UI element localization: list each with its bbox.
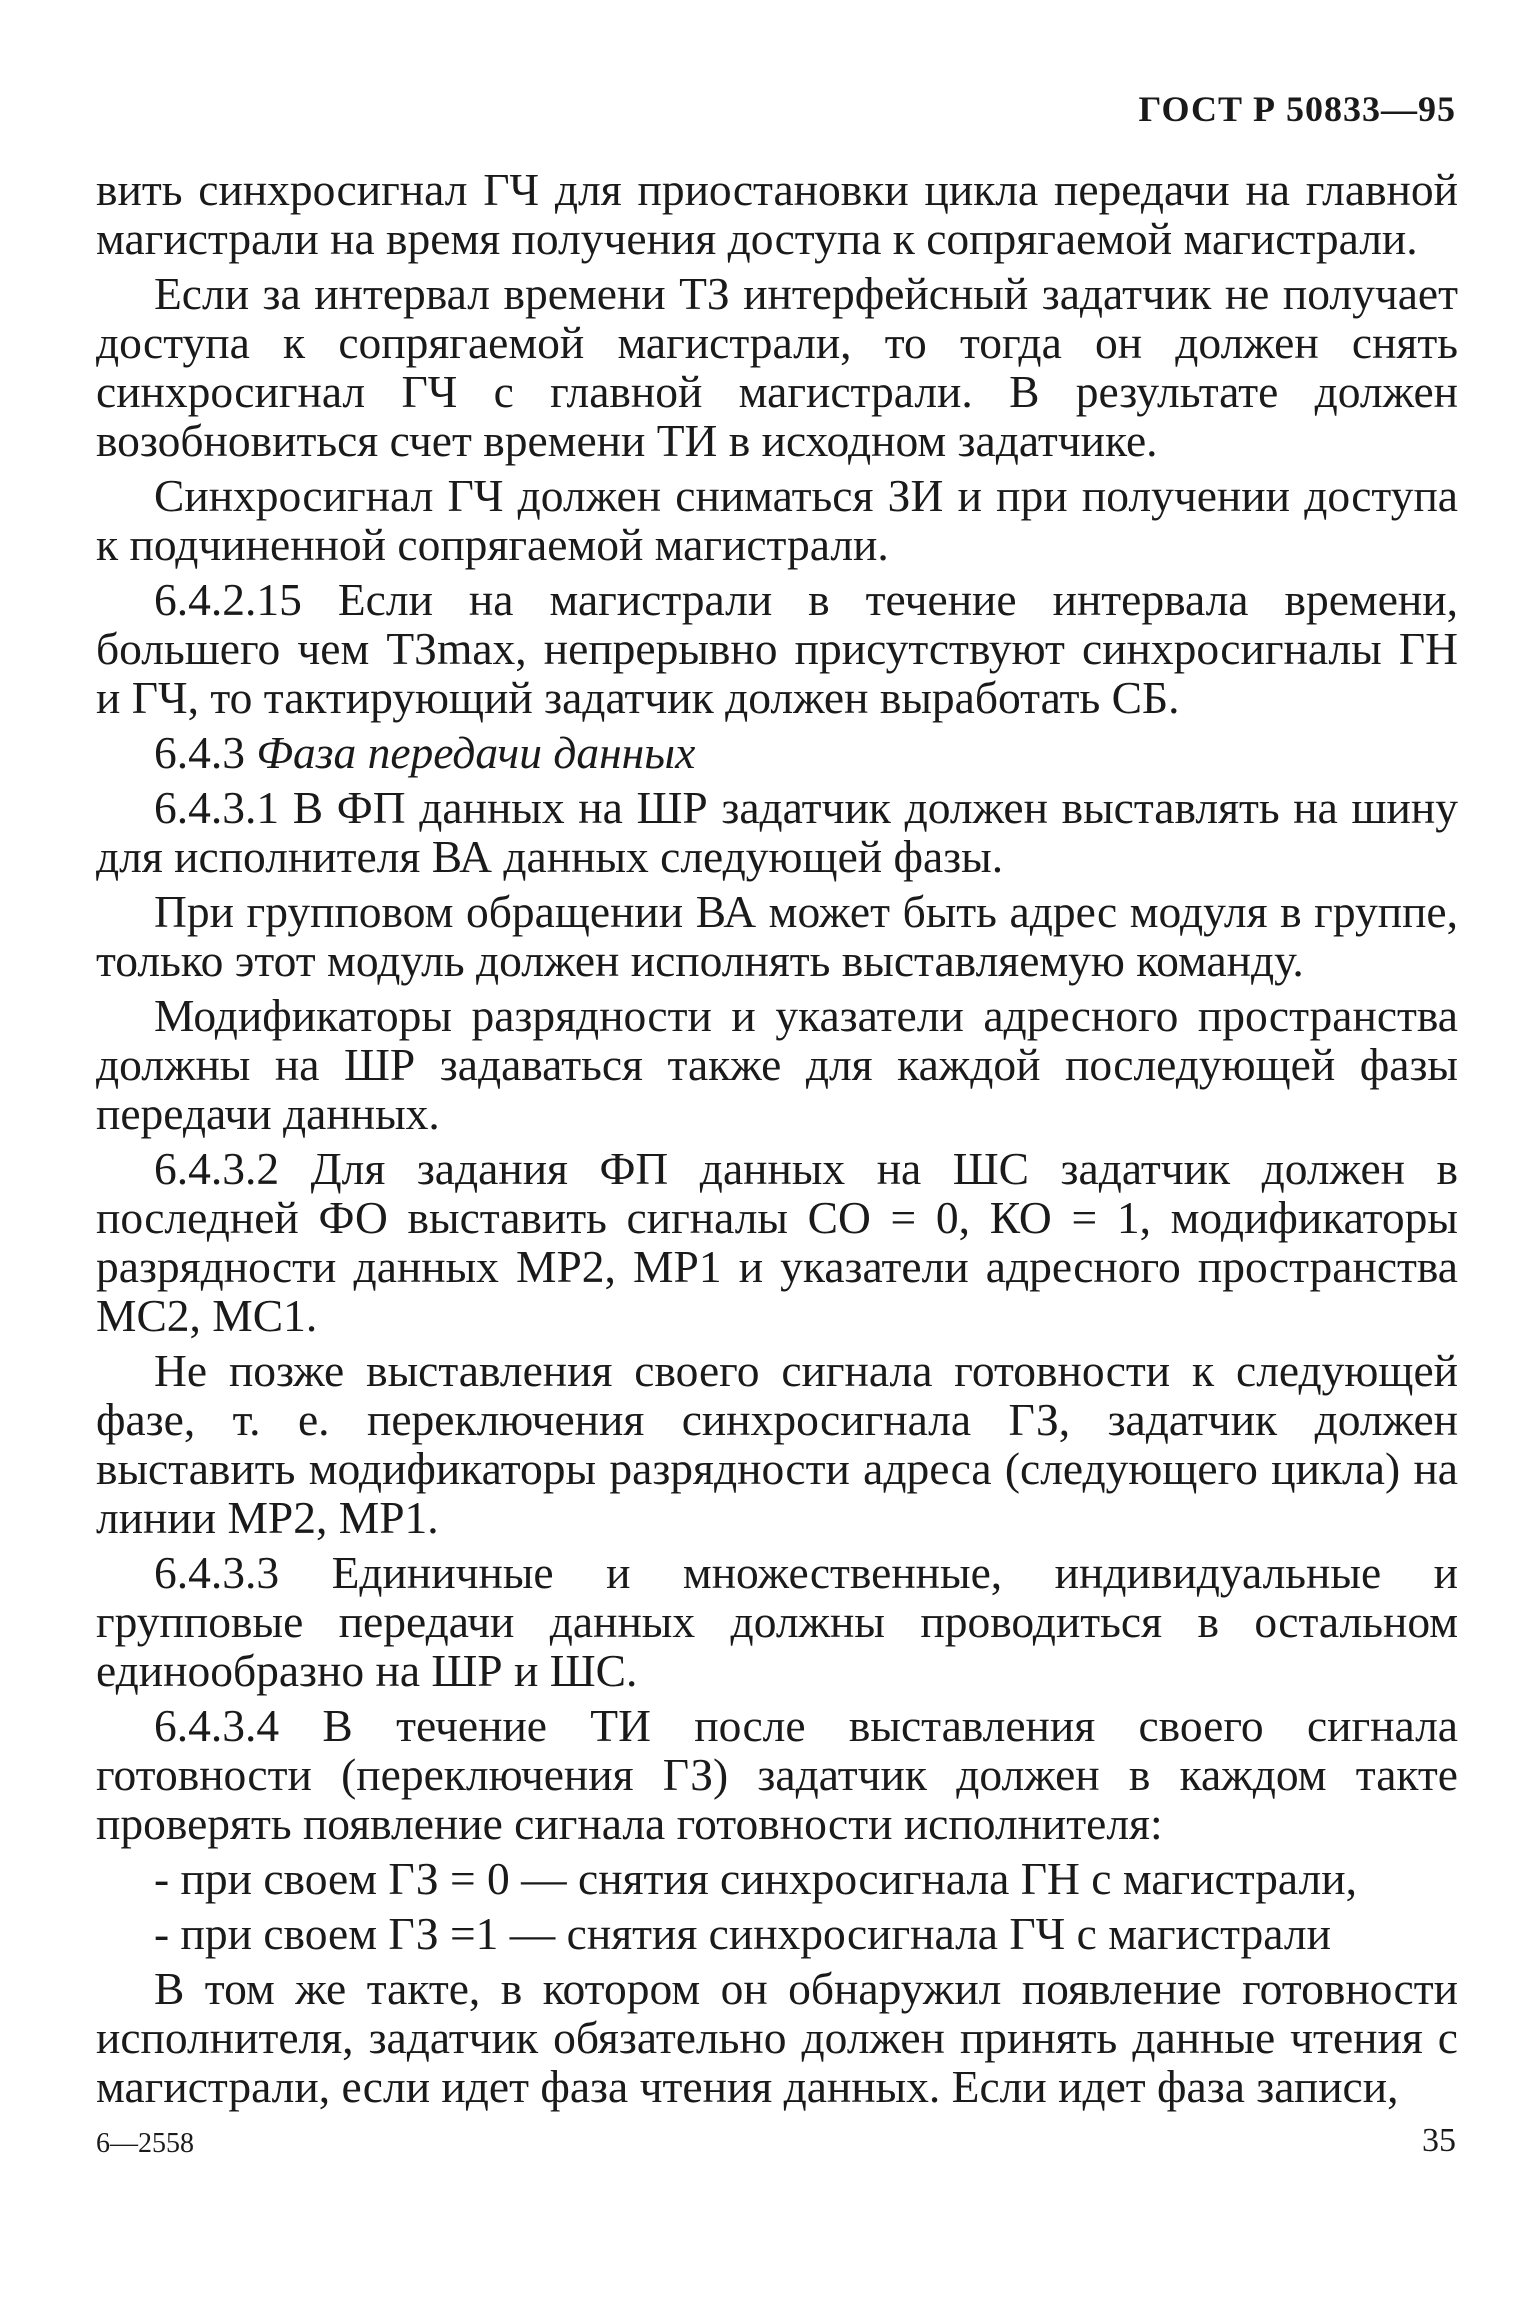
section-number: 6.4.3 xyxy=(154,727,245,778)
paragraph: В том же такте, в котором он обнаружил появление готовности исполнителя, задатчик обязательно должен принять данные чтения с магистрали, если идет фаза чтения данных. Если идет фаза записи, xyxy=(96,1963,1458,2112)
section-heading xyxy=(96,728,1458,777)
paragraph: 6.4.2.15 Если на магистрали в течение интервала времени, большего чем ТЗmax, непрерывно присутствуют синхросигналы ГН и ГЧ, то тактирующий задатчик должен выработать СБ. xyxy=(96,574,1458,723)
page-header: ГОСТ Р 50833—95 xyxy=(1138,89,1456,129)
list-item: - при своем ГЗ = 0 — снятия синхросигнала ГН с магистрали, xyxy=(154,1853,1357,1904)
paragraph: Если за интервал времени ТЗ интерфейсный задатчик не получает доступа к сопрягаемой магистрали, то тогда он должен снять синхросигнал ГЧ с главной магистрали. В результате должен возобновиться счет времени ТИ в исходном задатчике. xyxy=(96,268,1458,466)
paragraph: Не позже выставления своего сигнала готовности к следующей фазе, т. е. переключения синхросигнала ГЗ, задатчик должен выставить модификаторы разрядности адреса (следующего цикла) на линии МР2, МР1. xyxy=(96,1345,1458,1543)
page-number: 35 xyxy=(1422,2122,1456,2159)
paragraph: 6.4.3.2 Для задания ФП данных на ШС задатчик должен в последней ФО выставить сигналы СО = 0, КО = 1, модификаторы разрядности данных МР2, МР1 и указатели адресного пространства МС2, МС1. xyxy=(96,1143,1458,1341)
paragraph: Модификаторы разрядности и указатели адресного пространства должны на ШР задаваться также для каждой последующей фазы передачи данных. xyxy=(96,990,1458,1139)
paragraph: Синхросигнал ГЧ должен сниматься ЗИ и при получении доступа к подчиненной сопрягаемой магистрали. xyxy=(96,470,1458,570)
paragraph: 6.4.3.3 Единичные и множественные, индивидуальные и групповые передачи данных должны проводиться в остальном единообразно на ШР и ШС. xyxy=(96,1547,1458,1696)
list-item: - при своем ГЗ =1 — снятия синхросигнала ГЧ с магистрали xyxy=(154,1908,1331,1959)
footer-code: 6—2558 xyxy=(96,2128,194,2159)
paragraph: вить синхросигнал ГЧ для приостановки цикла передачи на главной магистрали на время получения доступа к сопрягаемой магистрали. xyxy=(96,164,1458,264)
paragraph: 6.4.3.1 В ФП данных на ШР задатчик должен выставлять на шину для исполнителя ВА данных следующей фазы. xyxy=(96,782,1458,882)
paragraph: При групповом обращении ВА может быть адрес модуля в группе, только этот модуль должен исполнять выставляемую команду. xyxy=(96,886,1458,986)
section-title: Фаза передачи данных xyxy=(256,727,696,778)
paragraph: 6.4.3.4 В течение ТИ после выставления своего сигнала готовности (переключения ГЗ) задатчик должен в каждом такте проверять появление сигнала готовности исполнителя: xyxy=(96,1700,1458,1849)
body-text xyxy=(96,165,1458,2117)
